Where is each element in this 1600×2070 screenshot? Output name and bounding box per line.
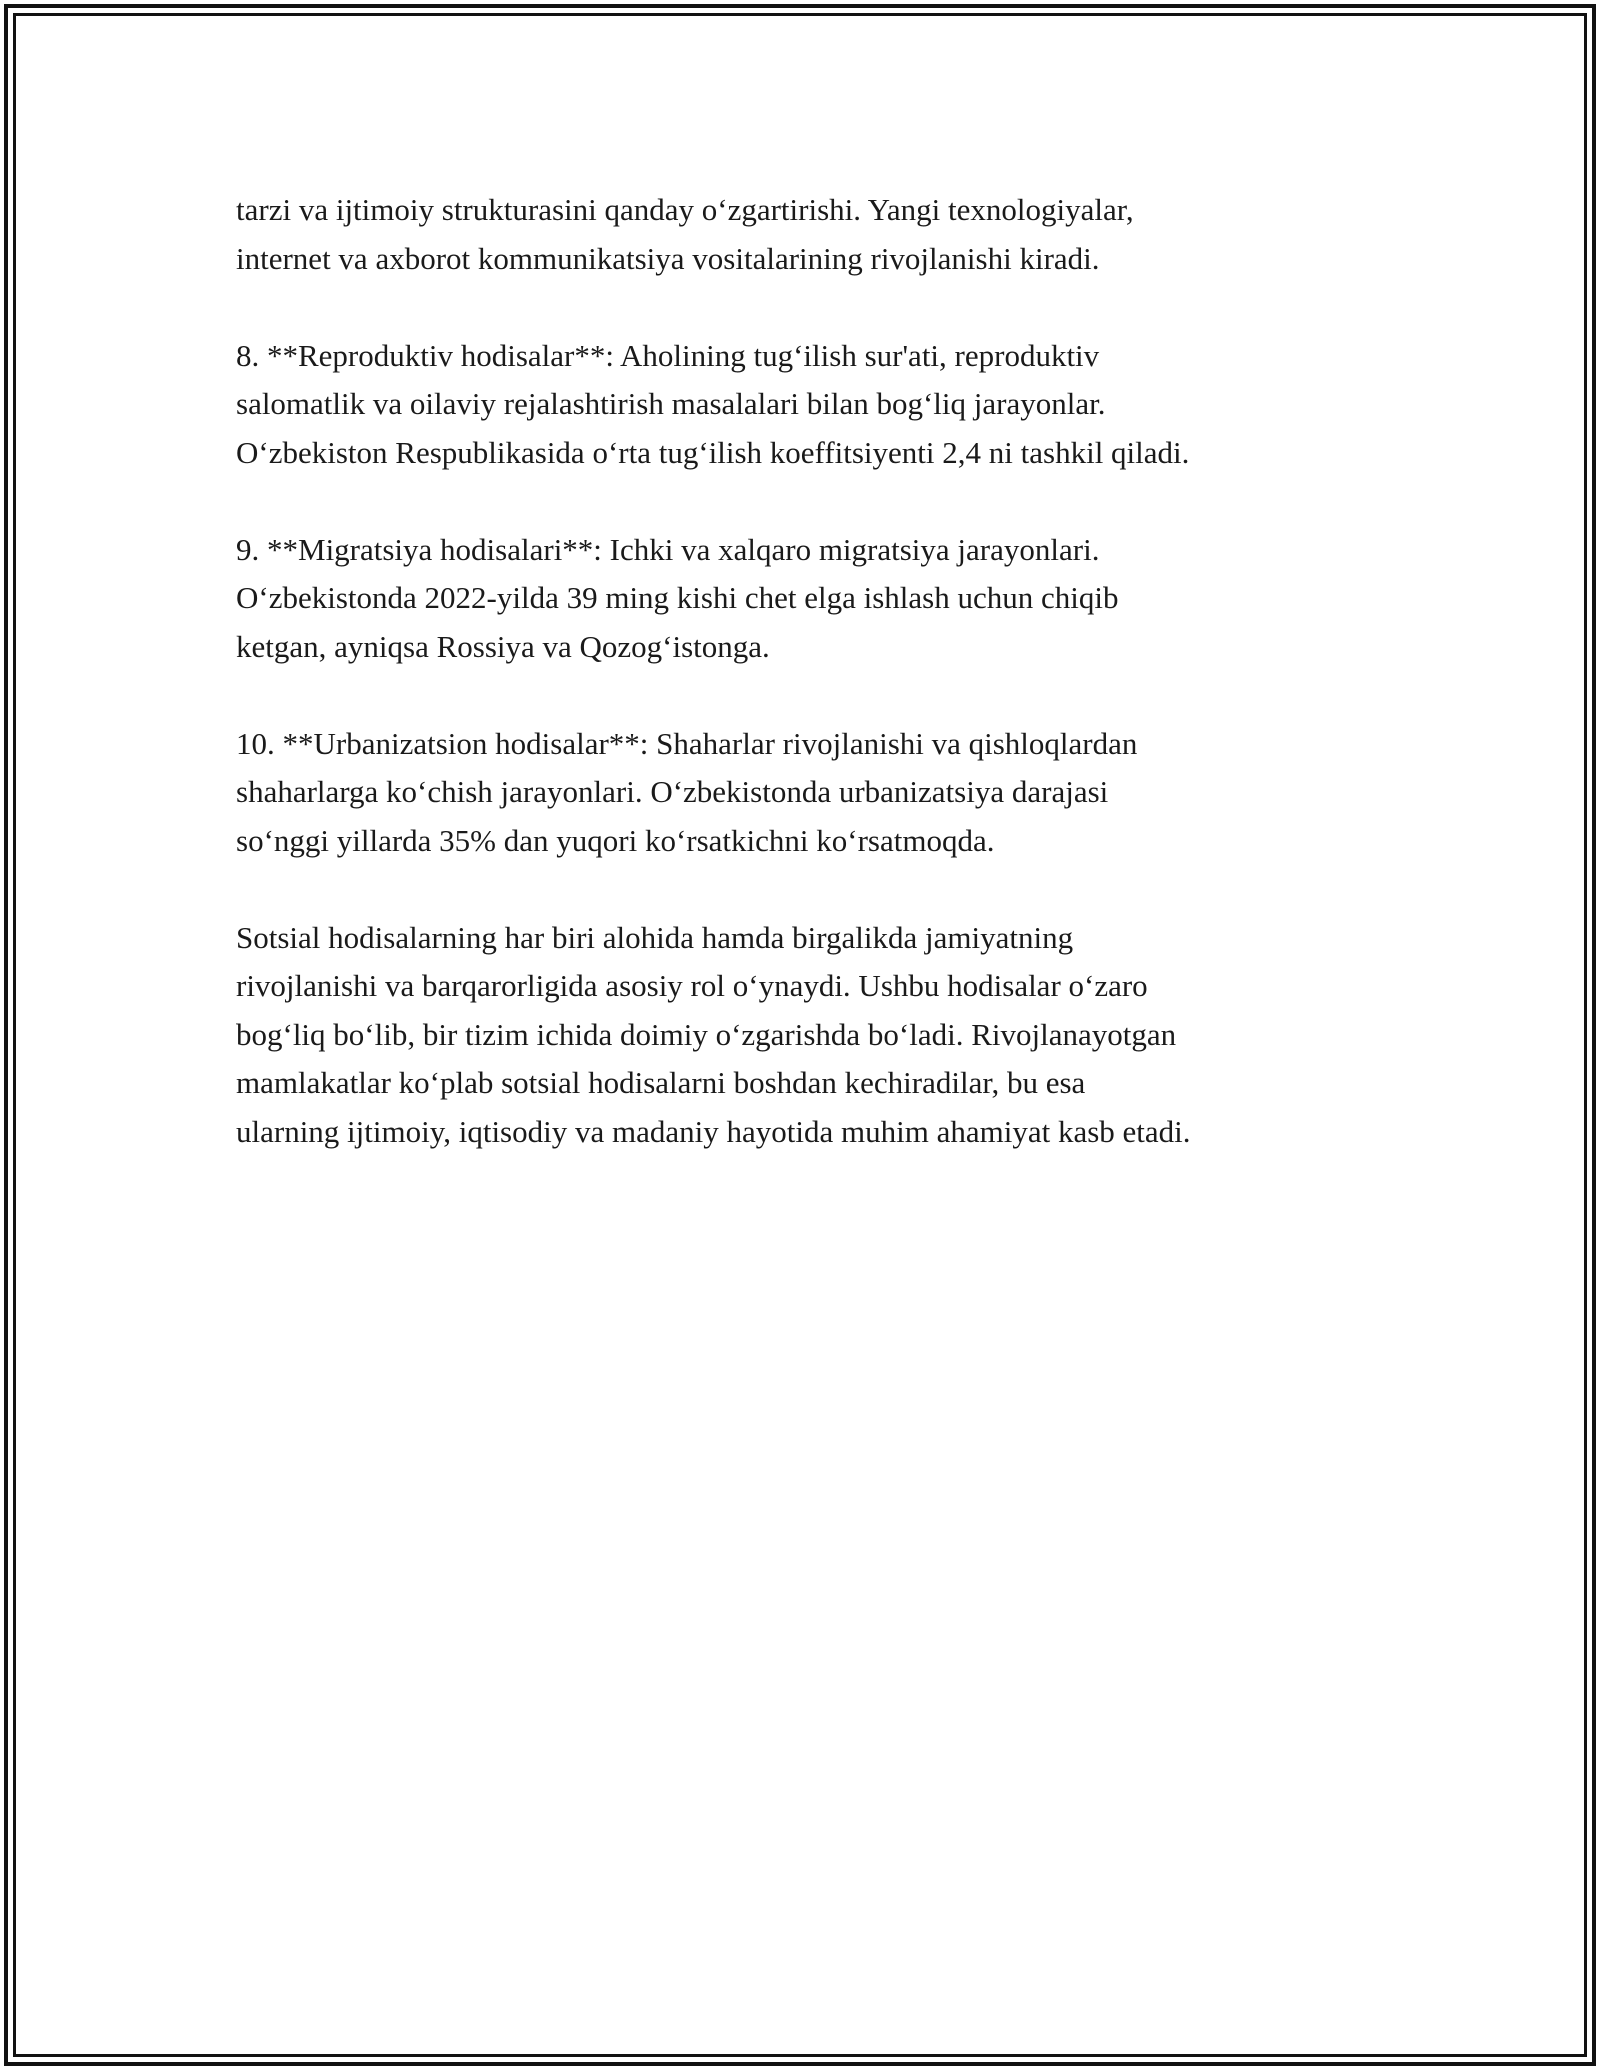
text-line: bog‘liq bo‘lib, bir tizim ichida doimiy o‘zgarishda bo‘ladi. Rivojlanayotgan: [236, 1016, 1177, 1052]
text-line: tarzi va ijtimoiy strukturasini qanday o‘zgartirishi. Yangi texnologiyalar,: [236, 192, 1134, 227]
paragraph-migration-events: [236, 526, 1416, 672]
text-line: ularning ijtimoiy, iqtisodiy va madaniy hayotida muhim ahamiyat kasb etadi.: [236, 1113, 1191, 1149]
paragraph-urbanization-events: [236, 720, 1416, 866]
paragraph-conclusion: [236, 914, 1416, 1157]
text-line: shaharlarga ko‘chish jarayonlari. O‘zbekistonda urbanizatsiya darajasi: [236, 774, 1109, 809]
text-line: salomatlik va oilaviy rejalashtirish masalalari bilan bog‘liq jarayonlar.: [236, 386, 1106, 421]
document-body: [236, 186, 1416, 1205]
text-line: O‘zbekiston Respublikasida o‘rta tug‘ilish koeffitsiyenti 2,4 ni tashkil qiladi.: [236, 434, 1190, 470]
text-line: so‘nggi yillarda 35% dan yuqori ko‘rsatkichni ko‘rsatmoqda.: [236, 822, 995, 858]
text-line: ketgan, ayniqsa Rossiya va Qozog‘istonga.: [236, 628, 770, 664]
text-line: Sotsial hodisalarning har biri alohida hamda birgalikda jamiyatning: [236, 919, 1074, 955]
text-line: internet va axborot kommunikatsiya vositalarining rivojlanishi kiradi.: [236, 240, 1100, 276]
text-line: O‘zbekistonda 2022-yilda 39 ming kishi chet elga ishlash uchun chiqib: [236, 580, 1119, 615]
text-line: 10. **Urbanizatsion hodisalar**: Shaharlar rivojlanishi va qishloqlardan: [236, 725, 1138, 761]
paragraph-technology-continuation: [236, 186, 1416, 283]
text-line: rivojlanishi va barqarorligida asosiy rol o‘ynaydi. Ushbu hodisalar o‘zaro: [236, 968, 1148, 1003]
text-line: mamlakatlar ko‘plab sotsial hodisalarni boshdan kechiradilar, bu esa: [236, 1065, 1086, 1100]
paragraph-reproductive-events: [236, 332, 1416, 478]
text-line: 9. **Migratsiya hodisalari**: Ichki va xalqaro migratsiya jarayonlari.: [236, 531, 1100, 567]
text-line: 8. **Reproduktiv hodisalar**: Aholining tug‘ilish sur'ati, reproduktiv: [236, 337, 1100, 373]
